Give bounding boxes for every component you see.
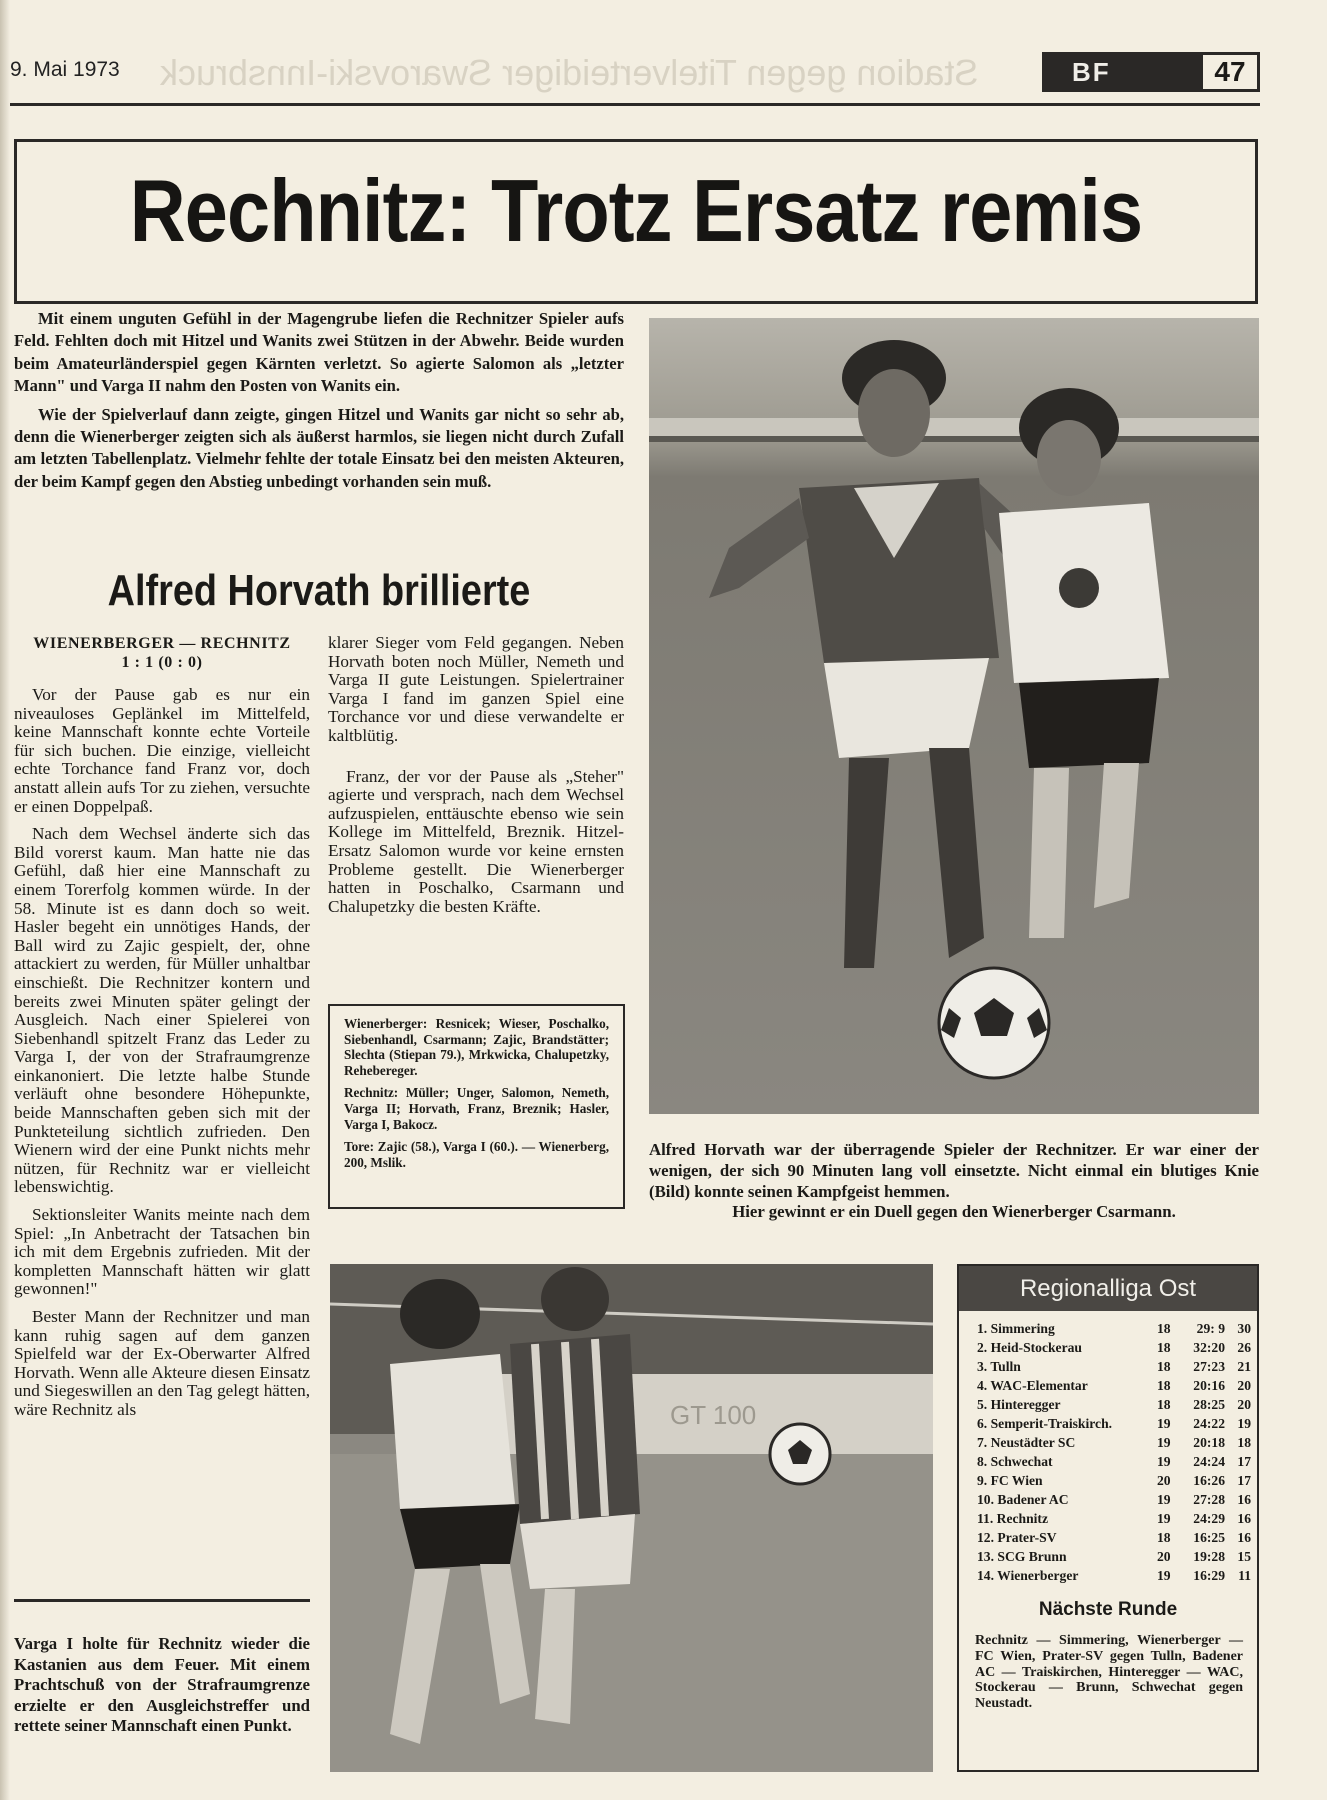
table-row (977, 1452, 1251, 1471)
caption-text: Alfred Horvath war der überragende Spieler der Rechnitzer. Er war einer der wenigen, der sich 90 Minuten lang voll einsetzte. Nicht einmal ein blutiges Knie (Bild) konnte seinen Kampfgeist hemmen. (649, 1140, 1259, 1201)
page-number: 47 (1200, 52, 1260, 92)
table-cell-games: 18 (1157, 1359, 1171, 1374)
masthead (10, 52, 1260, 100)
table-cell-pts: 26 (1237, 1340, 1251, 1355)
match-photo-horvath (649, 318, 1259, 1114)
table-cell-goals: 16:29 (1193, 1568, 1225, 1583)
article-paragraph: Franz, der vor der Pause als „Steher" agierte und versprach, nach dem Wechsel aufzuspielen, enttäuschte ebenso wie sein Kollege im Mittelfeld, Breznik. Hitzel-Ersatz Salomon wurde vor keine ernsten Probleme gestellt. Die Wienerberger hatten in Poschalko, Csarmann und Chalupetzky die besten Kräfte. (328, 766, 624, 916)
caption-last-line: Hier gewinnt er ein Duell gegen den Wienerberger Csarmann. (732, 1202, 1176, 1222)
lineup-goals: Tore: Zajic (58.), Varga I (60.). — Wienerberg, 200, Mslik. (344, 1139, 609, 1170)
league-table (957, 1264, 1259, 1772)
table-row (977, 1376, 1251, 1395)
match-score: 1 : 1 (0 : 0) (121, 654, 203, 671)
article-paragraph: klarer Sieger vom Feld gegangen. Neben Horvath boten noch Müller, Nemeth und Varga II gute Leistungen. Spielertrainer Varga I fand im ganzen Spiel eine Torchance vor und diese verwandelte er kaltblütig. (328, 633, 624, 745)
photo-caption-2: Varga I holte für Rechnitz wieder die Kastanien aus dem Feuer. Mit einem Prachtschuß von der Strafraumgrenze erzielte er den Ausgleichstreffer und rettete seiner Mannschaft einen Punkt. (14, 1634, 310, 1736)
table-row (977, 1319, 1251, 1338)
table-cell-team: 4. WAC-Elementar (977, 1378, 1088, 1393)
table-cell-pts: 17 (1237, 1473, 1251, 1488)
table-row (977, 1528, 1251, 1547)
table-cell-goals: 32:20 (1193, 1340, 1225, 1355)
table-row (977, 1547, 1251, 1566)
table-cell-team: 2. Heid-Stockerau (977, 1340, 1082, 1355)
table-cell-goals: 16:26 (1193, 1473, 1225, 1488)
table-cell-team: 3. Tulln (977, 1359, 1021, 1374)
table-cell-pts: 15 (1237, 1549, 1251, 1564)
table-cell-pts: 16 (1237, 1492, 1251, 1507)
table-cell-team: 10. Badener AC (977, 1492, 1069, 1507)
ad-board-text: GT 100 (670, 1400, 757, 1430)
table-cell-team: 1. Simmering (977, 1321, 1055, 1336)
lineup-wienerberger: Wienerberger: Resnicek; Wieser, Poschalko, Siebenhandl, Csarmann; Zajic, Brandstätter; Slechta (Stiepan 79.), Mrkwicka, Chalupetzky, Rehebereger. (344, 1016, 609, 1078)
intro-paragraph-2: Wie der Spielverlauf dann zeigte, gingen Hitzel und Wanits gar nicht so sehr ab, denn die Wienerberger zeigten sich als äußerst harmlos, sie liegen nicht durch Zufall am letzten Tabellenplatz. Vielmehr fehlte der totale Einsatz bei den meisten Akteuren, der beim Kampf gegen den Abstieg unbedingt vorhanden sein muß. (14, 404, 624, 491)
article-paragraph: Nach dem Wechsel änderte sich das Bild vorerst kaum. Man hatte nie das Gefühl, daß hier eine Mannschaft zu einem Torerfolg kommen würde. In der 58. Minute ist es dann doch so weit. Hasler begeht ein unnötiges Hands, der Ball wird zu Zajic gespielt, der, ohne attackiert zu werden, für Müller unhaltbar einschießt. Die Rechnitzer kontern und bereits zwei Minuten später gelingt der Ausgleich. Nach einer Spielerei von Siebenhandl spitzelt Franz das Leder zu Varga I, der von der Strafraumgrenze einkanoniert. Die letzte halbe Stunde verläuft ohne besondere Höhepunkte, beide Mannschaften geben sich mit der Punkteteilung sichtlich zufrieden. Den Wienern wird der eine Punkt nichts mehr nützen, für Rechnitz war er vielleicht lebenswichtig. (14, 824, 310, 1197)
table-row (977, 1433, 1251, 1452)
league-rows (959, 1311, 1257, 1585)
table-cell-pts: 20 (1237, 1378, 1251, 1393)
section-label: BF (1072, 56, 1111, 87)
masthead-rule (10, 103, 1260, 106)
table-cell-team: 13. SCG Brunn (977, 1549, 1067, 1564)
table-cell-goals: 24:29 (1193, 1511, 1225, 1526)
match-result (14, 634, 310, 672)
intro-paragraph-1: Mit einem unguten Gefühl in der Magengrube liefen die Rechnitzer Spieler aufs Feld. Fehlten doch mit Hitzel und Wanits zwei Stützen in der Abwehr. Beide wurden beim Amateurländerspiel gegen Kärnten verletzt. So agierte Salomon als „letzter Mann" und Varga II nahm den Posten von Wanits ein. (14, 309, 624, 396)
table-cell-games: 19 (1157, 1435, 1171, 1450)
intro-text (14, 308, 624, 499)
next-round-fixtures: Rechnitz — Simmering, Wienerberger — FC Wien, Prater-SV gegen Tulln, Badener AC — Traiskirchen, Hinteregger — WAC, Stockerau — Brunn, Schwechat gegen Neustadt. (975, 1633, 1243, 1712)
table-row (977, 1490, 1251, 1509)
table-row (977, 1509, 1251, 1528)
table-cell-team: 6. Semperit-Traiskirch. (977, 1416, 1113, 1431)
table-cell-goals: 24:22 (1193, 1416, 1225, 1431)
page-edge-shadow (0, 0, 10, 1800)
table-cell-games: 20 (1157, 1549, 1171, 1564)
table-row (977, 1566, 1251, 1585)
table-cell-goals: 16:25 (1193, 1530, 1225, 1545)
table-cell-goals: 19:28 (1193, 1549, 1225, 1564)
issue-date: 9. Mai 1973 (10, 58, 120, 81)
table-cell-goals: 20:16 (1193, 1378, 1225, 1393)
table-row (977, 1338, 1251, 1357)
caption-rule (14, 1599, 310, 1602)
table-cell-goals: 27:28 (1193, 1492, 1225, 1507)
table-row (977, 1395, 1251, 1414)
table-row (977, 1414, 1251, 1433)
league-title: Regionalliga Ost (959, 1266, 1257, 1311)
table-cell-games: 19 (1157, 1511, 1171, 1526)
article-paragraph: Vor der Pause gab es nur ein niveauloses Geplänkel im Mittelfeld, keine Mannschaft konnte echte Vorteile für sich buchen. Die einzige, vielleicht echte Torchance fand Franz vor, doch anstatt allein aufs Tor zu ziehen, versuchte er einen Doppelpaß. (14, 685, 310, 816)
photo-caption-1 (649, 1140, 1259, 1223)
table-cell-goals: 20:18 (1193, 1435, 1225, 1450)
article-paragraph: Sektionsleiter Wanits meinte nach dem Spiel: „In Anbetracht der Tatsachen bin ich mit dem Ergebnis zufrieden. Mit der kompletten Mannschaft hätten wir glatt gewonnen!" (14, 1205, 310, 1299)
lineup-rechnitz: Rechnitz: Müller; Unger, Salomon, Nemeth, Varga II; Horvath, Franz, Breznik; Hasler, Varga I, Bakocz. (344, 1085, 609, 1132)
table-cell-team: 8. Schwechat (977, 1454, 1053, 1469)
article-paragraph: Bester Mann der Rechnitzer und man kann ruhig sagen auf dem ganzen Spielfeld war der Ex-Oberwarter Alfred Horvath. Wenn alle Akteure diesen Einsatz und Siegeswillen an den Tag gelegt hätten, wäre Rechnitz als (14, 1307, 310, 1419)
table-cell-team: 12. Prater-SV (977, 1530, 1057, 1545)
table-cell-pts: 16 (1237, 1511, 1251, 1526)
table-cell-games: 18 (1157, 1340, 1171, 1355)
article-column-1 (14, 634, 310, 1429)
table-cell-team: 5. Hinteregger (977, 1397, 1061, 1412)
table-cell-games: 19 (1157, 1454, 1171, 1469)
table-cell-games: 19 (1157, 1492, 1171, 1507)
table-cell-pts: 19 (1237, 1416, 1251, 1431)
table-cell-pts: 18 (1237, 1435, 1251, 1450)
table-cell-games: 18 (1157, 1397, 1171, 1412)
table-cell-goals: 24:24 (1193, 1454, 1225, 1469)
table-cell-team: 14. Wienerberger (977, 1568, 1079, 1583)
lineup-box (328, 1004, 625, 1209)
table-cell-pts: 20 (1237, 1397, 1251, 1412)
table-cell-team: 9. FC Wien (977, 1473, 1043, 1488)
table-cell-team: 7. Neustädter SC (977, 1435, 1076, 1450)
table-cell-goals: 28:25 (1193, 1397, 1225, 1412)
table-cell-goals: 29: 9 (1196, 1321, 1225, 1336)
headline: Rechnitz: Trotz Ersatz remis (129, 161, 1143, 260)
table-cell-team: 11. Rechnitz (977, 1511, 1048, 1526)
headline-box (14, 139, 1258, 304)
table-cell-games: 19 (1157, 1416, 1171, 1431)
table-cell-games: 18 (1157, 1530, 1171, 1545)
table-cell-games: 18 (1157, 1321, 1171, 1336)
table-cell-pts: 17 (1237, 1454, 1251, 1469)
table-cell-pts: 16 (1237, 1530, 1251, 1545)
table-cell-pts: 30 (1237, 1321, 1251, 1336)
table-cell-games: 18 (1157, 1378, 1171, 1393)
table-cell-games: 20 (1157, 1473, 1171, 1488)
table-cell-pts: 21 (1237, 1359, 1251, 1374)
next-round-title: Nächste Runde (1038, 1599, 1178, 1620)
table-cell-goals: 27:23 (1193, 1359, 1225, 1374)
article-column-2 (328, 634, 624, 925)
table-cell-pts: 11 (1238, 1568, 1251, 1583)
section-badge (1042, 52, 1200, 92)
subheadline: Alfred Horvath brillierte (107, 566, 531, 615)
bleed-through-text: Stadion gegen Titelverteidiger Swarovski-Innsbruck (160, 52, 979, 93)
table-row (977, 1357, 1251, 1376)
table-row (977, 1471, 1251, 1490)
match-teams: WIENERBERGER — RECHNITZ (33, 635, 291, 652)
table-cell-games: 19 (1157, 1568, 1171, 1583)
match-photo-varga (330, 1264, 933, 1772)
